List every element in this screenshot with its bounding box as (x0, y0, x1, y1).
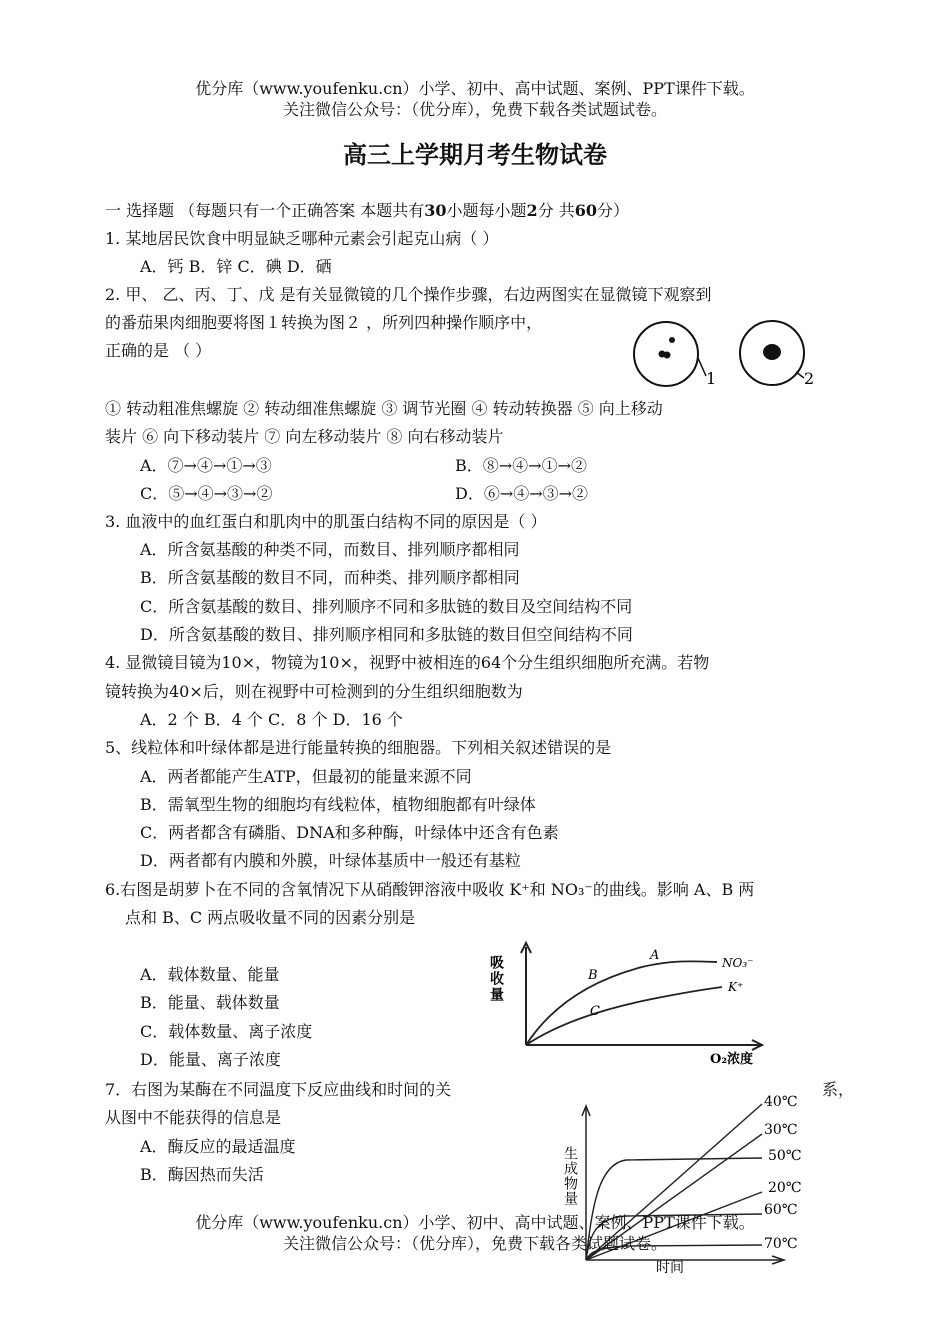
q1-options: A．钙 B．锌 C．碘 D．硒 (140, 257, 332, 276)
fig2-pointer (796, 372, 804, 378)
q5-option-b: B．需氧型生物的细胞均有线粒体，植物细胞都有叶绿体 (140, 795, 536, 814)
q7-label-30c: 30℃ (764, 1122, 798, 1138)
q5-option-d: D．两者都有内膜和外膜，叶绿体基质中一般还有基粒 (140, 851, 521, 870)
q3-option-c: C．所含氨基酸的数目、排列顺序不同和多肽链的数目及空间结构不同 (140, 597, 633, 616)
q3-option-b: B．所含氨基酸的数目不同，而种类、排列顺序都相同 (140, 568, 520, 587)
q7-label-50c: 50℃ (768, 1148, 802, 1164)
section-heading: 一 选择题 （每题只有一个正确答案 本题共有30小题每小题2分 共60分） (105, 201, 630, 220)
q6-y-label: 吸收量 (488, 955, 504, 1003)
fig2-cell (763, 344, 781, 360)
q4-stem-1: 4. 显微镜目镜为10×，物镜为10×，视野中被相连的64个分生组织细胞所充满。若物 (105, 653, 710, 672)
fig1-label: 1 (706, 369, 717, 388)
q6-k-label: K⁺ (728, 980, 744, 994)
q2-option-c: C．⑤→④→③→② (140, 484, 273, 503)
q7-label-20c: 20℃ (768, 1180, 802, 1196)
footer-line-2: 关注微信公众号：（优分库），免费下载各类试题试卷。 (282, 1234, 667, 1253)
q5-stem: 5、线粒体和叶绿体都是进行能量转换的细胞器。下列相关叙述错误的是 (105, 738, 612, 757)
fig1-cell-dot (664, 352, 671, 359)
q7-option-a: A．酶反应的最适温度 (140, 1137, 296, 1156)
q7-label-40c: 40℃ (764, 1094, 798, 1110)
q6-option-b: B．能量、载体数量 (140, 993, 280, 1012)
q7-label-70c: 70℃ (764, 1236, 798, 1252)
q2-steps-2: 装片 ⑥ 向下移动装片 ⑦ 向左移动装片 ⑧ 向右移动装片 (105, 427, 504, 446)
q6-stem-2: 点和 B、C 两点吸收量不同的因素分别是 (125, 908, 416, 927)
q6-stem-1: 6.右图是胡萝卜在不同的含氧情况下从硝酸钾溶液中吸收 K⁺和 NO₃⁻的曲线。影响 A、B 两 (105, 880, 755, 899)
fig1-pointer (698, 358, 706, 376)
q2-option-a: A．⑦→④→①→③ (140, 456, 272, 475)
page-title: 高三上学期月考生物试卷 (343, 140, 607, 169)
q3-option-a: A．所含氨基酸的种类不同，而数目、排列顺序都相同 (140, 540, 520, 559)
q6-x-label: O₂浓度 (710, 1052, 754, 1067)
q7-y-label: 生成物量 (562, 1146, 578, 1206)
q1-stem: 1. 某地居民饮食中明显缺乏哪种元素会引起克山病（ ） (105, 229, 499, 248)
q6-point-a-label: A (650, 948, 660, 963)
q6-k-curve (526, 987, 722, 1045)
q2-stem-2: 的番茄果肉细胞要将图１转换为图２ ，所列四种操作顺序中， (105, 313, 543, 332)
q6-no3-curve (526, 961, 717, 1045)
header-line-1: 优分库（www.youfenku.cn）小学、初中、高中试题、案例、PPT课件下载。 (195, 79, 755, 98)
footer-line-1: 优分库（www.youfenku.cn）小学、初中、高中试题、案例、PPT课件下载。 (195, 1213, 755, 1232)
fig2-label: 2 (804, 369, 815, 388)
q7-label-60c: 60℃ (764, 1202, 798, 1218)
q3-option-d: D．所含氨基酸的数目、排列顺序相同和多肽链的数目但空间结构不同 (140, 625, 633, 644)
q4-options: A．2 个 B．4 个 C．8 个 D．16 个 (140, 710, 403, 729)
fig1-cell-dot (669, 337, 675, 343)
q7-x-label: 时间 (656, 1260, 684, 1276)
q3-stem: 3. 血液中的血红蛋白和肌肉中的肌蛋白结构不同的原因是（ ） (105, 512, 547, 531)
q5-option-c: C．两者都含有磷脂、DNA和多种酶，叶绿体中还含有色素 (140, 823, 559, 842)
q2-option-b: B．⑧→④→①→② (455, 456, 587, 475)
q7-stem-2: 从图中不能获得的信息是 (105, 1108, 282, 1127)
q7-stem-1a: 7．右图为某酶在不同温度下反应曲线和时间的关 (105, 1080, 452, 1099)
q6-option-a: A．载体数量、能量 (140, 965, 280, 984)
q6-no3-label: NO₃⁻ (722, 956, 754, 970)
q7-stem-1b: 系， (822, 1080, 855, 1099)
q4-stem-2: 镜转换为40×后，则在视野中可检测到的分生组织细胞数为 (105, 682, 523, 701)
q6-option-c: C．载体数量、离子浓度 (140, 1022, 313, 1041)
q6-point-c-label: C (590, 1004, 600, 1019)
q7-option-b: B．酶因热而失活 (140, 1165, 264, 1184)
q2-stem-1: 2. 甲、 乙、丙、丁、戊 是有关显微镜的几个操作步骤，右边两图实在显微镜下观察到 (105, 285, 712, 304)
q6-option-d: D．能量、离子浓度 (140, 1050, 281, 1069)
q2-stem-3: 正确的是 （ ） (105, 341, 212, 360)
q6-point-b-label: B (588, 968, 598, 983)
q2-microscope-figures (630, 320, 830, 390)
q2-steps-1: ① 转动粗准焦螺旋 ② 转动细准焦螺旋 ③ 调节光圈 ④ 转动转换器 ⑤ 向上移动 (105, 399, 663, 418)
q2-option-d: D．⑥→④→③→② (455, 484, 589, 503)
header-line-2: 关注微信公众号：（优分库），免费下载各类试题试卷。 (282, 100, 667, 119)
q6-absorption-figure (488, 935, 782, 1070)
q5-option-a: A．两者都能产生ATP，但最初的能量来源不同 (140, 767, 472, 786)
